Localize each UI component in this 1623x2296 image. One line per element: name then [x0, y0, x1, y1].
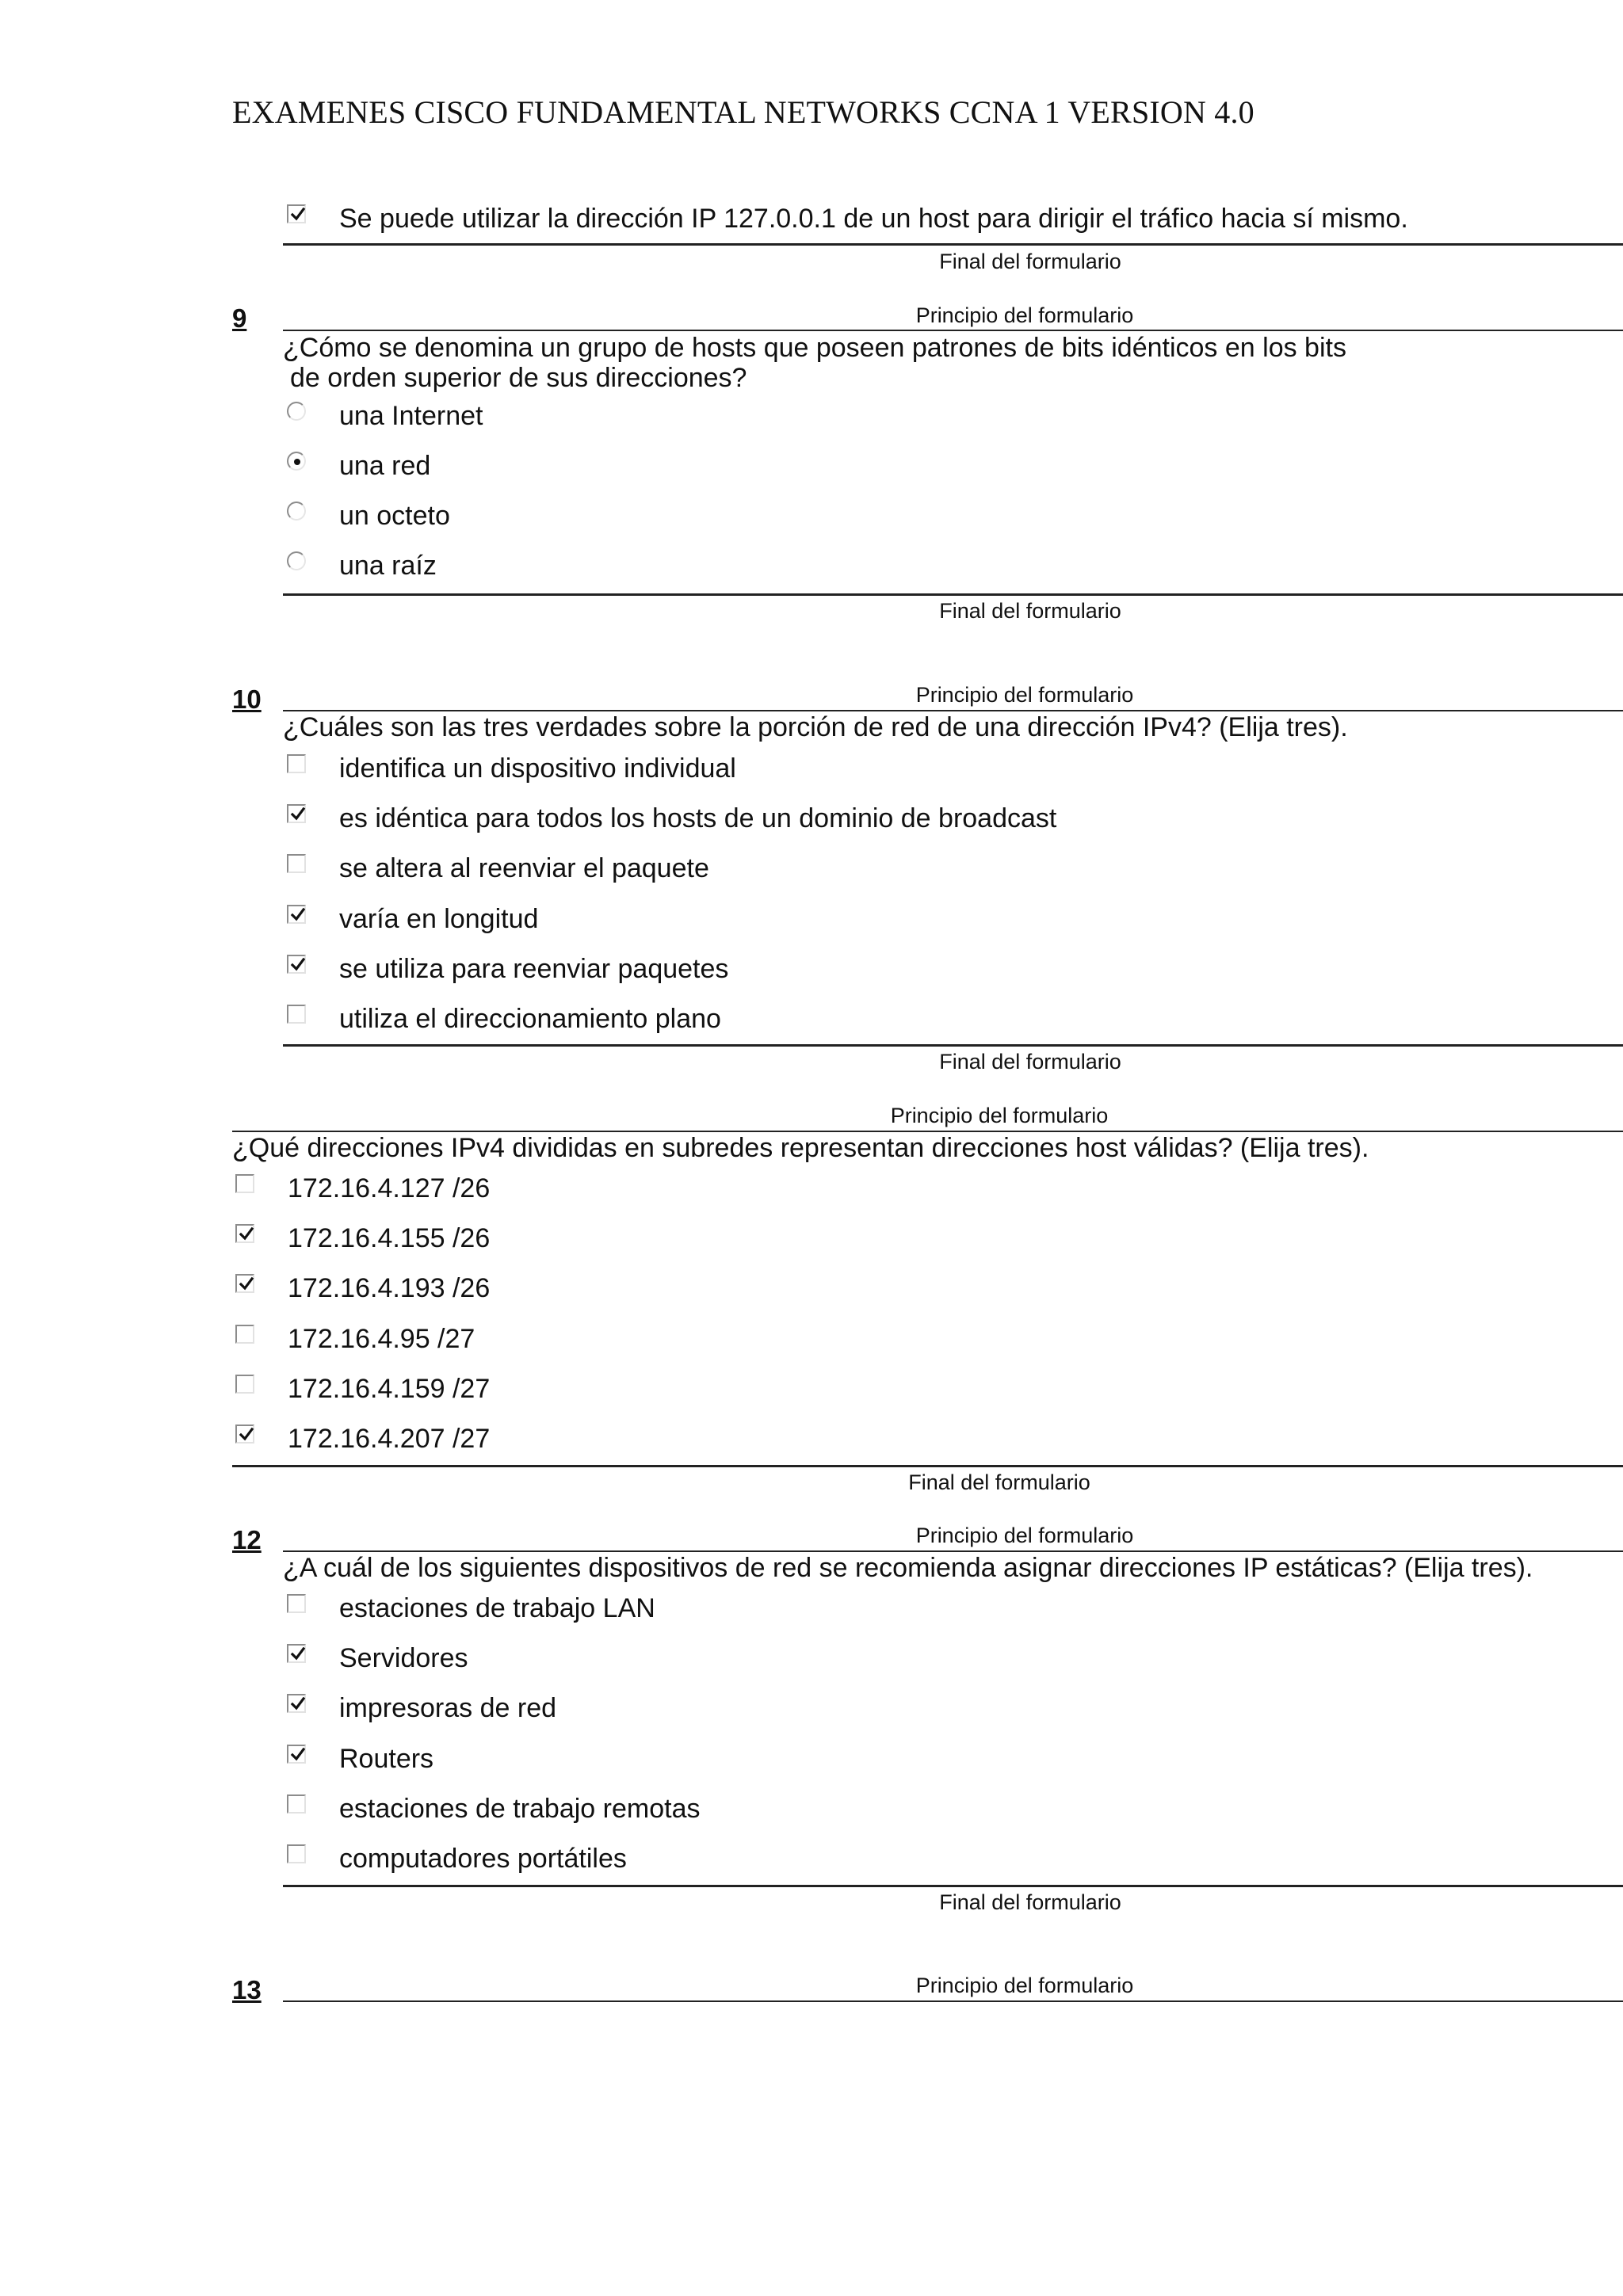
- option-label: es idéntica para todos los hosts de un dominio de broadcast: [339, 803, 1057, 833]
- form-start-label: Principio del formulario: [915, 1974, 1134, 1997]
- option-label: identifica un dispositivo individual: [339, 753, 736, 784]
- q8-option[interactable]: [287, 203, 1623, 238]
- checkmark-icon: [290, 907, 306, 923]
- question-number: 9: [232, 303, 247, 333]
- radio-option[interactable]: [287, 550, 1594, 585]
- radio-option[interactable]: [287, 400, 1594, 435]
- question-text: ¿Cuáles son las tres verdades sobre la porción de red de una dirección IPv4? (Elija tres).: [283, 712, 1348, 742]
- checkbox-option[interactable]: [235, 1423, 1543, 1458]
- option-label: estaciones de trabajo LAN: [339, 1593, 655, 1623]
- option-label: Servidores: [339, 1643, 468, 1673]
- checkmark-icon: [290, 1696, 306, 1712]
- checkbox-option[interactable]: [235, 1222, 1543, 1257]
- radio-option[interactable]: [287, 500, 1594, 535]
- form-start-rule: [232, 1131, 1623, 1132]
- checkbox[interactable]: [235, 1224, 254, 1243]
- checkbox[interactable]: [287, 905, 306, 924]
- radio-dot: [294, 459, 300, 465]
- radio-option[interactable]: [287, 450, 1594, 485]
- checkbox[interactable]: [235, 1274, 254, 1293]
- checkbox-option[interactable]: [287, 1843, 1594, 1878]
- checkmark-icon: [239, 1276, 254, 1292]
- checkbox-option[interactable]: [287, 953, 1594, 988]
- form-end-label: Final del formulario: [939, 250, 1121, 273]
- question-text: ¿Qué direcciones IPv4 divididas en subredes representan direcciones host válidas? (Elija tres).: [232, 1133, 1369, 1163]
- checkbox[interactable]: [287, 1594, 306, 1613]
- option-label: 172.16.4.155 /26: [288, 1223, 491, 1253]
- checkmark-icon: [239, 1226, 254, 1242]
- option-label: 172.16.4.95 /27: [288, 1324, 475, 1354]
- page-header-title: EXAMENES CISCO FUNDAMENTAL NETWORKS CCNA 1 VERSION 4.0: [232, 94, 1254, 130]
- radio-button[interactable]: [287, 452, 306, 471]
- option-label: estaciones de trabajo remotas: [339, 1794, 701, 1824]
- option-label: se altera al reenviar el paquete: [339, 853, 709, 883]
- checkmark-icon: [290, 207, 306, 223]
- form-end-rule: [283, 243, 1623, 246]
- checkmark-icon: [239, 1427, 254, 1443]
- form-end-label: Final del formulario: [939, 599, 1121, 623]
- question-text: ¿Cómo se denomina un grupo de hosts que poseen patrones de bits idénticos en los bits: [283, 333, 1346, 363]
- option-label: una raíz: [339, 551, 437, 581]
- checkmark-icon: [290, 1747, 306, 1763]
- form-start-rule: [283, 1550, 1623, 1552]
- radio-button[interactable]: [287, 551, 306, 570]
- checkbox-option[interactable]: [287, 852, 1594, 887]
- form-start-label: Principio del formulario: [915, 303, 1134, 327]
- checkbox[interactable]: [287, 1694, 306, 1713]
- option-label: impresoras de red: [339, 1693, 557, 1723]
- form-end-label: Final del formulario: [939, 1890, 1121, 1914]
- checkbox-option[interactable]: [235, 1272, 1543, 1307]
- checkbox[interactable]: [287, 1794, 306, 1814]
- form-end-rule: [283, 1044, 1623, 1047]
- checkbox[interactable]: [287, 1644, 306, 1663]
- checkmark-icon: [290, 1646, 306, 1662]
- checkbox[interactable]: [287, 1745, 306, 1764]
- option-label: varía en longitud: [339, 904, 539, 934]
- checkbox-option[interactable]: [287, 1642, 1594, 1677]
- checkbox-option[interactable]: [235, 1173, 1543, 1207]
- option-label: Routers: [339, 1744, 434, 1774]
- option-label: una red: [339, 451, 431, 481]
- checkbox[interactable]: [287, 804, 306, 823]
- checkbox[interactable]: [235, 1325, 254, 1344]
- form-start-label: Principio del formulario: [915, 683, 1134, 707]
- checkmark-icon: [290, 957, 306, 973]
- checkbox[interactable]: [287, 204, 306, 223]
- form-start-label: Principio del formulario: [890, 1104, 1109, 1127]
- checkbox-option[interactable]: [235, 1323, 1543, 1358]
- checkbox-option[interactable]: [235, 1373, 1543, 1408]
- question-number: 13: [232, 1975, 262, 2004]
- radio-button[interactable]: [287, 402, 306, 421]
- checkbox-option[interactable]: [287, 903, 1594, 938]
- form-start-label: Principio del formulario: [915, 1524, 1134, 1547]
- checkbox[interactable]: [235, 1375, 254, 1394]
- checkbox[interactable]: [287, 754, 306, 773]
- option-label: computadores portátiles: [339, 1844, 627, 1874]
- option-label: 172.16.4.193 /26: [288, 1273, 491, 1303]
- form-end-rule: [232, 1465, 1623, 1467]
- checkbox[interactable]: [235, 1174, 254, 1193]
- form-start-rule: [283, 710, 1623, 711]
- option-label: una Internet: [339, 401, 483, 431]
- question-text: ¿A cuál de los siguientes dispositivos de red se recomienda asignar direcciones IP estáticas? (Elija tres).: [283, 1553, 1533, 1583]
- option-label: Se puede utilizar la dirección IP 127.0.0.1 de un host para dirigir el tráfico hacia sí mismo.: [339, 204, 1408, 234]
- option-label: un octeto: [339, 501, 450, 531]
- question-number: 10: [232, 685, 262, 714]
- option-label: se utiliza para reenviar paquetes: [339, 954, 729, 984]
- checkbox-option[interactable]: [287, 753, 1594, 788]
- checkbox[interactable]: [235, 1425, 254, 1444]
- checkbox-option[interactable]: [287, 1743, 1594, 1778]
- checkbox-option[interactable]: [287, 1692, 1594, 1727]
- form-start-rule: [283, 330, 1623, 331]
- checkmark-icon: [290, 807, 306, 822]
- checkbox-option[interactable]: [287, 1592, 1594, 1627]
- question-text-continued: de orden superior de sus direcciones?: [290, 363, 747, 393]
- checkbox[interactable]: [287, 1005, 306, 1024]
- form-end-label: Final del formulario: [939, 1050, 1121, 1074]
- form-end-rule: [283, 593, 1623, 596]
- question-number: 12: [232, 1525, 262, 1554]
- checkbox-option[interactable]: [287, 1793, 1594, 1828]
- checkbox[interactable]: [287, 854, 306, 873]
- checkbox-option[interactable]: [287, 1003, 1594, 1038]
- form-start-rule: [283, 2000, 1623, 2002]
- checkbox-option[interactable]: [287, 803, 1594, 837]
- option-label: 172.16.4.159 /27: [288, 1374, 491, 1404]
- form-end-rule: [283, 1885, 1623, 1887]
- checkbox[interactable]: [287, 1844, 306, 1863]
- form-end-label: Final del formulario: [908, 1470, 1090, 1494]
- option-label: 172.16.4.127 /26: [288, 1173, 491, 1203]
- radio-button[interactable]: [287, 502, 306, 521]
- option-label: 172.16.4.207 /27: [288, 1424, 491, 1454]
- option-label: utiliza el direccionamiento plano: [339, 1004, 721, 1034]
- checkbox[interactable]: [287, 955, 306, 974]
